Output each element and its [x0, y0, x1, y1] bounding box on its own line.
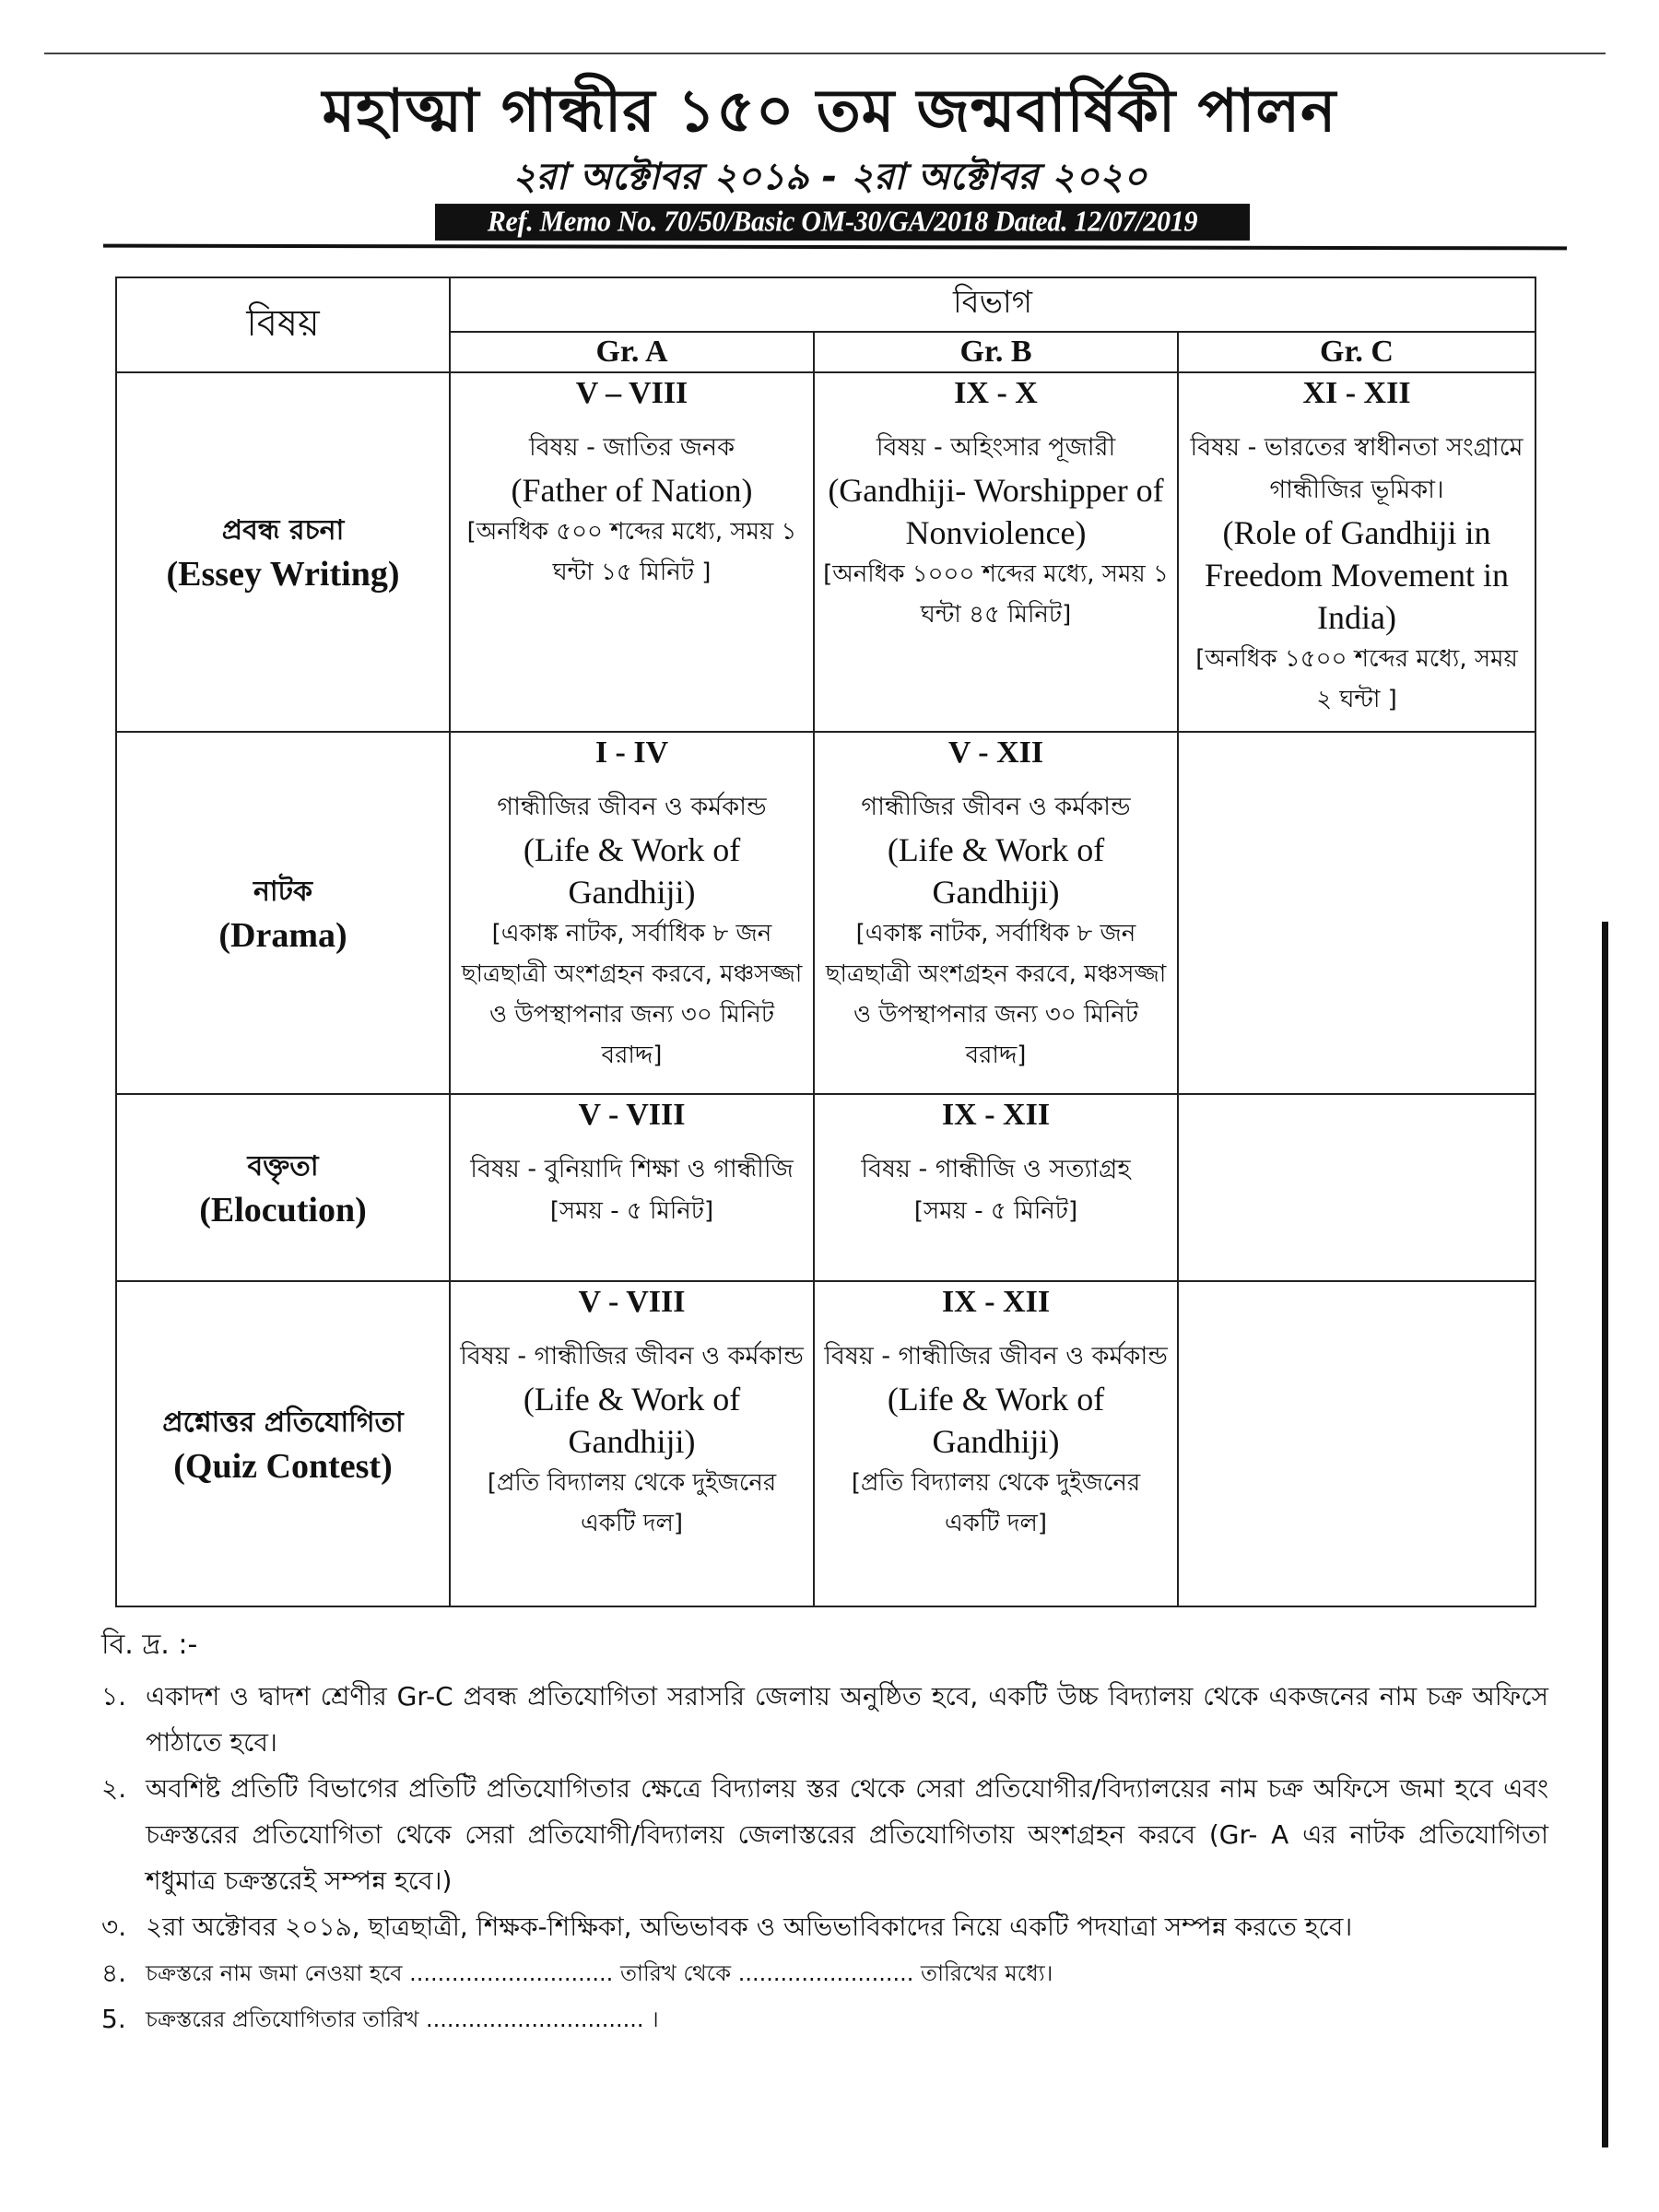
notes-heading: বি. দ্র. :-: [101, 1629, 198, 1661]
topic-english: (Life & Work of Gandhiji): [523, 1381, 741, 1460]
class-range: IX - X: [954, 376, 1038, 410]
table-row-elocution: [116, 1094, 1535, 1281]
topic-bengali: বিষয় - গান্ধীজি ও সত্যাগ্রহ: [861, 1155, 1131, 1183]
topic-bengali: বিষয় - গান্ধীজির জীবন ও কর্মকান্ড: [460, 1342, 804, 1371]
class-range: V - XII: [947, 735, 1044, 770]
note-item: [101, 1674, 1548, 1766]
topic-bengali: বিষয় - গান্ধীজির জীবন ও কর্মকান্ড: [824, 1342, 1168, 1371]
group-a-header: Gr. A: [450, 332, 814, 372]
subject-english: (Essey Writing): [166, 555, 400, 594]
rule-note: [প্রতি বিদ্যালয় থেকে দুইজনের একটি দল]: [487, 1469, 777, 1537]
group-b-cell: [814, 732, 1178, 1094]
subject-bengali: প্রশ্নোত্তর প্রতিযোগিতা: [162, 1406, 404, 1439]
rule-note: [অনধিক ১০০০ শব্দের মধ্যে, সময় ১ ঘন্টা ৪৫ মিনিট]: [823, 560, 1169, 629]
class-range: XI - XII: [1302, 376, 1411, 410]
topic-bengali: বিষয় - অহিংসার পূজারী: [876, 433, 1116, 462]
topic-english: (Life & Work of Gandhiji): [887, 1381, 1105, 1460]
subject-cell: [116, 732, 450, 1094]
note-text: চক্রস্তরের প্রতিযোগিতার তারিখ ............................... ।: [146, 2006, 659, 2032]
topic-english: (Role of Gandhiji in Freedom Movement in India): [1205, 514, 1509, 636]
page-title: মহাত্মা গান্ধীর ১৫০ তম জন্মবার্ষিকী পালন: [322, 77, 1337, 146]
competition-table: [115, 276, 1536, 1607]
topic-english: (Life & Work of Gandhiji): [887, 831, 1105, 911]
rule-note: [একাঙ্ক নাটক, সর্বাধিক ৮ জন ছাত্রছাত্রী অংশগ্রহন করবে, মঞ্চসজ্জা ও উপস্থাপনার জন্য ৩০ মিনিট বরাদ্দ]: [825, 920, 1167, 1069]
note-number: ১.: [101, 1681, 127, 1712]
reference-memo-banner: Ref. Memo No. 70/50/Basic OM-30/GA/2018 Dated. 12/07/2019: [435, 204, 1250, 241]
rule-note: [প্রতি বিদ্যালয় থেকে দুইজনের একটি দল]: [851, 1469, 1141, 1537]
group-c-cell-empty: [1178, 1094, 1535, 1281]
group-a-cell: [450, 732, 814, 1094]
note-item-fill-in-dates: [101, 1950, 1548, 1996]
class-range: V - VIII: [578, 1098, 686, 1132]
group-b-header: Gr. B: [814, 332, 1178, 372]
rule-note: [অনধিক ৫০০ শব্দের মধ্যে, সময় ১ ঘন্টা ১৫ মিনিট ]: [466, 518, 797, 586]
division-column-header: বিভাগ: [450, 277, 1535, 332]
subject-english: (Quiz Contest): [173, 1446, 393, 1486]
subject-column-header: বিষয়: [116, 277, 450, 372]
group-a-cell: [450, 1094, 814, 1281]
rule-note: [সময় - ৫ মিনিট]: [549, 1197, 714, 1225]
subject-english: (Drama): [218, 915, 347, 955]
topic-english: (Gandhiji- Worshipper of Nonviolence): [828, 472, 1164, 551]
rule-note: [অনধিক ১৫০০ শব্দের মধ্যে, সময় ২ ঘন্টা ]: [1195, 645, 1518, 713]
subject-cell: [116, 1094, 450, 1281]
header-divider-line: [103, 244, 1567, 251]
topic-bengali: গান্ধীজির জীবন ও কর্মকান্ড: [861, 793, 1131, 821]
top-divider-line: [44, 53, 1606, 54]
note-number: ২.: [101, 1773, 127, 1804]
note-text: একাদশ ও দ্বাদশ শ্রেণীর Gr-C প্রবন্ধ প্রতিযোগিতা সরাসরি জেলায় অনুষ্ঠিত হবে, একটি উচ্চ বিদ্যালয় থেকে একজনের নাম চক্র অফিসে পাঠাতে হবে।: [146, 1681, 1548, 1758]
group-b-cell: [814, 1281, 1178, 1606]
note-text: চক্রস্তরে নাম জমা নেওয়া হবে ............................. তারিখ থেকে ......................... তারিখের মধ্যে।: [146, 1960, 1053, 1986]
table-row-quiz: [116, 1281, 1535, 1606]
group-a-cell: [450, 372, 814, 732]
topic-english: (Life & Work of Gandhiji): [523, 831, 741, 911]
rule-note: [সময় - ৫ মিনিট]: [913, 1197, 1078, 1225]
group-b-cell: [814, 1094, 1178, 1281]
table-row-drama: [116, 732, 1535, 1094]
class-range: IX - XII: [941, 1098, 1051, 1132]
topic-bengali: বিষয় - ভারতের স্বাধীনতা সংগ্রামে গান্ধীজির ভূমিকা।: [1190, 433, 1524, 504]
class-range: V – VIII: [575, 376, 688, 410]
topic-bengali: গান্ধীজির জীবন ও কর্মকান্ড: [497, 793, 767, 821]
table-row-essay: [116, 372, 1535, 732]
date-range-subtitle: ২রা অক্টোবর ২০১৯ - ২রা অক্টোবর ২০২০: [512, 156, 1147, 198]
subject-bengali: বক্তৃতা: [247, 1149, 319, 1182]
note-number: 5.: [101, 2004, 126, 2034]
subject-bengali: নাটক: [253, 875, 312, 908]
subject-cell: [116, 372, 450, 732]
subject-bengali: প্রবন্ধ রচনা: [221, 514, 345, 547]
class-range: V - VIII: [578, 1285, 686, 1319]
notes-section: [101, 1622, 1548, 2042]
note-item-fill-in-date: [101, 1996, 1548, 2042]
note-number: ৪.: [101, 1958, 127, 1988]
group-c-cell-empty: [1178, 1281, 1535, 1606]
class-range: I - IV: [594, 735, 669, 770]
note-item: [101, 1904, 1548, 1950]
topic-bengali: বিষয় - জাতির জনক: [528, 433, 735, 462]
group-c-cell-empty: [1178, 732, 1535, 1094]
table-header-row: [116, 277, 1535, 332]
rule-note: [একাঙ্ক নাটক, সর্বাধিক ৮ জন ছাত্রছাত্রী অংশগ্রহন করবে, মঞ্চসজ্জা ও উপস্থাপনার জন্য ৩০ মিনিট বরাদ্দ]: [461, 920, 803, 1069]
note-number: ৩.: [101, 1912, 127, 1942]
topic-english: (Father of Nation): [511, 472, 753, 509]
subject-cell: [116, 1281, 450, 1606]
subject-english: (Elocution): [199, 1190, 367, 1230]
note-text: ২রা অক্টোবর ২০১৯, ছাত্রছাত্রী, শিক্ষক-শিক্ষিকা, অভিভাবক ও অভিভাবিকাদের নিয়ে একটি পদযাত্রা সম্পন্ন করতে হবে।: [146, 1912, 1353, 1942]
note-text: অবশিষ্ট প্রতিটি বিভাগের প্রতিটি প্রতিযোগিতার ক্ষেত্রে বিদ্যালয় স্তর থেকে সেরা প্রতিযোগীর/বিদ্যালয়ের নাম চক্র অফিসে জমা হবে এবং চক্রস্তরের প্রতিযোগিতা থেকে সেরা প্রতিযোগী/বিদ্যালয় জেলাস্তরের প্রতিযোগিতায় অংশগ্রহন করবে (Gr- A এর নাটক প্রতিযোগিতা শধুমাত্র চক্রস্তরেই সম্পন্ন হবে।): [146, 1773, 1548, 1896]
group-b-cell: [814, 372, 1178, 732]
scan-edge-shadow: [1602, 922, 1608, 2147]
note-item: [101, 1766, 1548, 1904]
group-c-cell: [1178, 372, 1535, 732]
topic-bengali: বিষয় - বুনিয়াদি শিক্ষা ও গান্ধীজি: [470, 1155, 794, 1183]
class-range: IX - XII: [941, 1285, 1051, 1319]
group-c-header: Gr. C: [1178, 332, 1535, 372]
group-a-cell: [450, 1281, 814, 1606]
